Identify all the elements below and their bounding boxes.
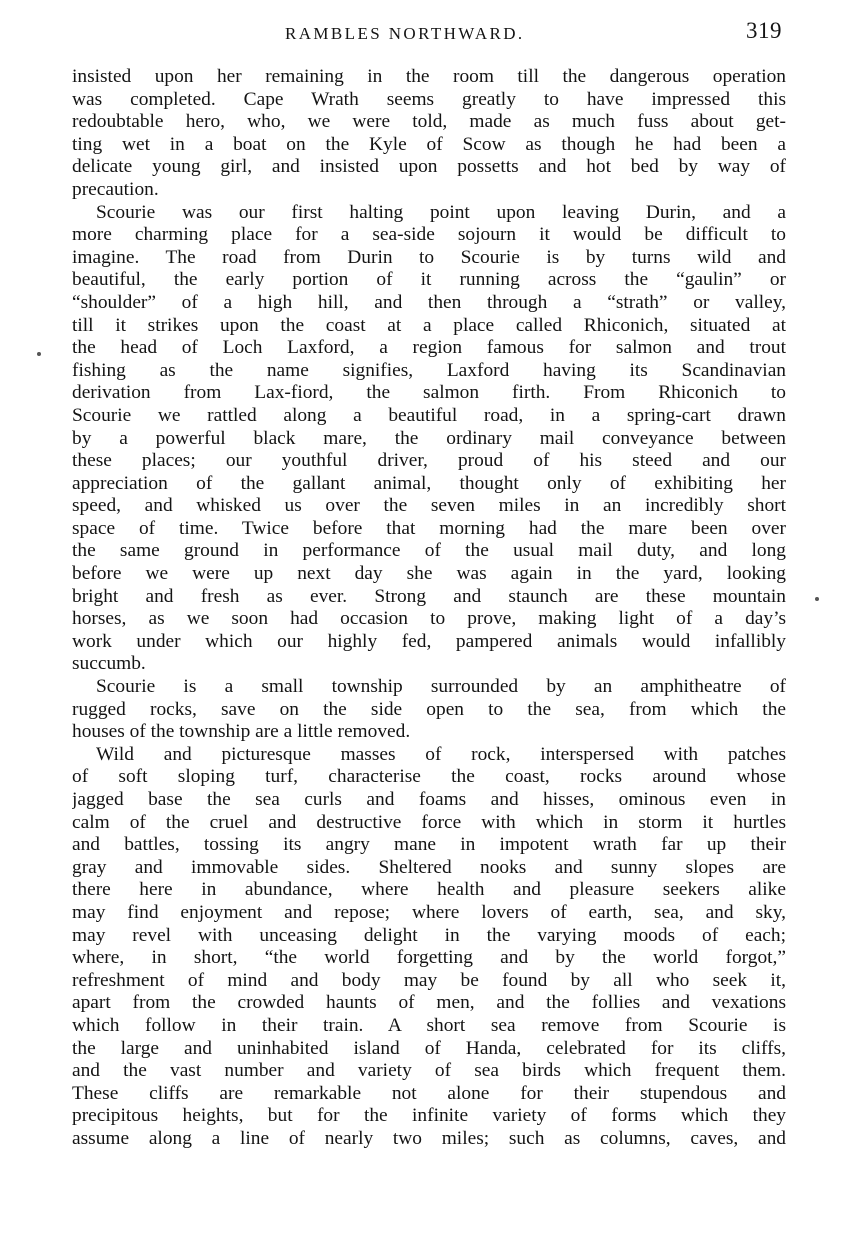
text-line: may find enjoyment and repose; where lovers of earth, sea, and sky, bbox=[72, 901, 786, 923]
text-line: which follow in their train. A short sea remove from Scourie is bbox=[72, 1014, 786, 1036]
text-line: ting wet in a boat on the Kyle of Scow as though he had been a bbox=[72, 133, 786, 155]
text-line: fishing as the name signifies, Laxford having its Scandinavian bbox=[72, 359, 786, 381]
text-line: Wild and picturesque masses of rock, interspersed with patches bbox=[96, 743, 786, 765]
text-line: delicate young girl, and insisted upon possetts and hot bed by way of bbox=[72, 156, 786, 178]
page-number: 319 bbox=[746, 18, 782, 43]
text-line: and battles, tossing its angry mane in impotent wrath far up their bbox=[72, 834, 786, 856]
margin-speck bbox=[815, 597, 819, 601]
text-line: before we were up next day she was again in the yard, looking bbox=[72, 563, 786, 585]
text-line: speed, and whisked us over the seven miles in an incredibly short bbox=[72, 495, 786, 517]
text-line: the same ground in performance of the usual mail duty, and long bbox=[72, 540, 786, 562]
text-line: Scourie was our first halting point upon leaving Durin, and a bbox=[96, 201, 786, 223]
text-line: Scourie is a small township surrounded by an amphitheatre of bbox=[96, 676, 786, 698]
text-line: “shoulder” of a high hill, and then through a “strath” or valley, bbox=[72, 291, 786, 313]
text-line: work under which our highly fed, pampered animals would infallibly bbox=[72, 630, 786, 652]
text-line: may revel with unceasing delight in the varying moods of each; bbox=[72, 924, 786, 946]
text-line: where, in short, “the world forgetting and by the world forgot,” bbox=[72, 947, 786, 969]
text-line: insisted upon her remaining in the room till the dangerous operation bbox=[72, 66, 786, 87]
text-line: the large and uninhabited island of Handa, celebrated for its cliffs, bbox=[72, 1037, 786, 1059]
text-line: refreshment of mind and body may be found by all who seek it, bbox=[72, 969, 786, 991]
text-line: more charming place for a sea-side sojourn it would be difficult to bbox=[72, 224, 786, 246]
text-line: These cliffs are remarkable not alone for their stupendous and bbox=[72, 1082, 786, 1104]
text-line: was completed. Cape Wrath seems greatly to have impressed this bbox=[72, 88, 786, 110]
text-line: precaution. bbox=[72, 178, 159, 200]
text-line: gray and immovable sides. Sheltered nooks and sunny slopes are bbox=[72, 856, 786, 878]
text-line: beautiful, the early portion of it running across the “gaulin” or bbox=[72, 269, 786, 291]
text-line: space of time. Twice before that morning had the mare been over bbox=[72, 517, 786, 539]
margin-speck bbox=[37, 352, 41, 356]
body-text bbox=[72, 66, 786, 1151]
text-line: and the vast number and variety of sea birds which frequent them. bbox=[72, 1060, 786, 1082]
running-head bbox=[70, 18, 790, 48]
text-line: the head of Loch Laxford, a region famous for salmon and trout bbox=[72, 337, 786, 359]
text-line: till it strikes upon the coast at a place called Rhiconich, situated at bbox=[72, 314, 786, 336]
text-line: calm of the cruel and destructive force with which in storm it hurtles bbox=[72, 811, 786, 833]
running-title: RAMBLES NORTHWARD. bbox=[285, 24, 525, 43]
text-line: of soft sloping turf, characterise the coast, rocks around whose bbox=[72, 766, 786, 788]
text-line: there here in abundance, where health and pleasure seekers alike bbox=[72, 879, 786, 901]
text-line: jagged base the sea curls and foams and hisses, ominous even in bbox=[72, 789, 786, 810]
text-line: by a powerful black mare, the ordinary mail conveyance between bbox=[72, 427, 786, 449]
text-line: apart from the crowded haunts of men, and the follies and vexations bbox=[72, 992, 786, 1014]
text-line: rugged rocks, save on the side open to the sea, from which the bbox=[72, 698, 786, 720]
text-line: succumb. bbox=[72, 653, 146, 675]
text-line: appreciation of the gallant animal, thought only of exhibiting her bbox=[72, 472, 786, 494]
text-line: derivation from Lax-fiord, the salmon firth. From Rhiconich to bbox=[72, 382, 786, 404]
text-line: assume along a line of nearly two miles; such as columns, caves, and bbox=[72, 1127, 786, 1149]
text-line: redoubtable hero, who, we were told, made as much fuss about get- bbox=[72, 111, 786, 133]
text-line: Scourie we rattled along a beautiful road, in a spring-cart drawn bbox=[72, 404, 786, 426]
text-line: imagine. The road from Durin to Scourie is by turns wild and bbox=[72, 246, 786, 268]
text-line: precipitous heights, but for the infinite variety of forms which they bbox=[72, 1105, 786, 1127]
text-line: these places; our youthful driver, proud of his steed and our bbox=[72, 450, 786, 472]
text-line: houses of the township are a little removed. bbox=[72, 721, 411, 743]
text-line: horses, as we soon had occasion to prove, making light of a day’s bbox=[72, 608, 786, 630]
text-line: bright and fresh as ever. Strong and staunch are these mountain bbox=[72, 585, 786, 607]
